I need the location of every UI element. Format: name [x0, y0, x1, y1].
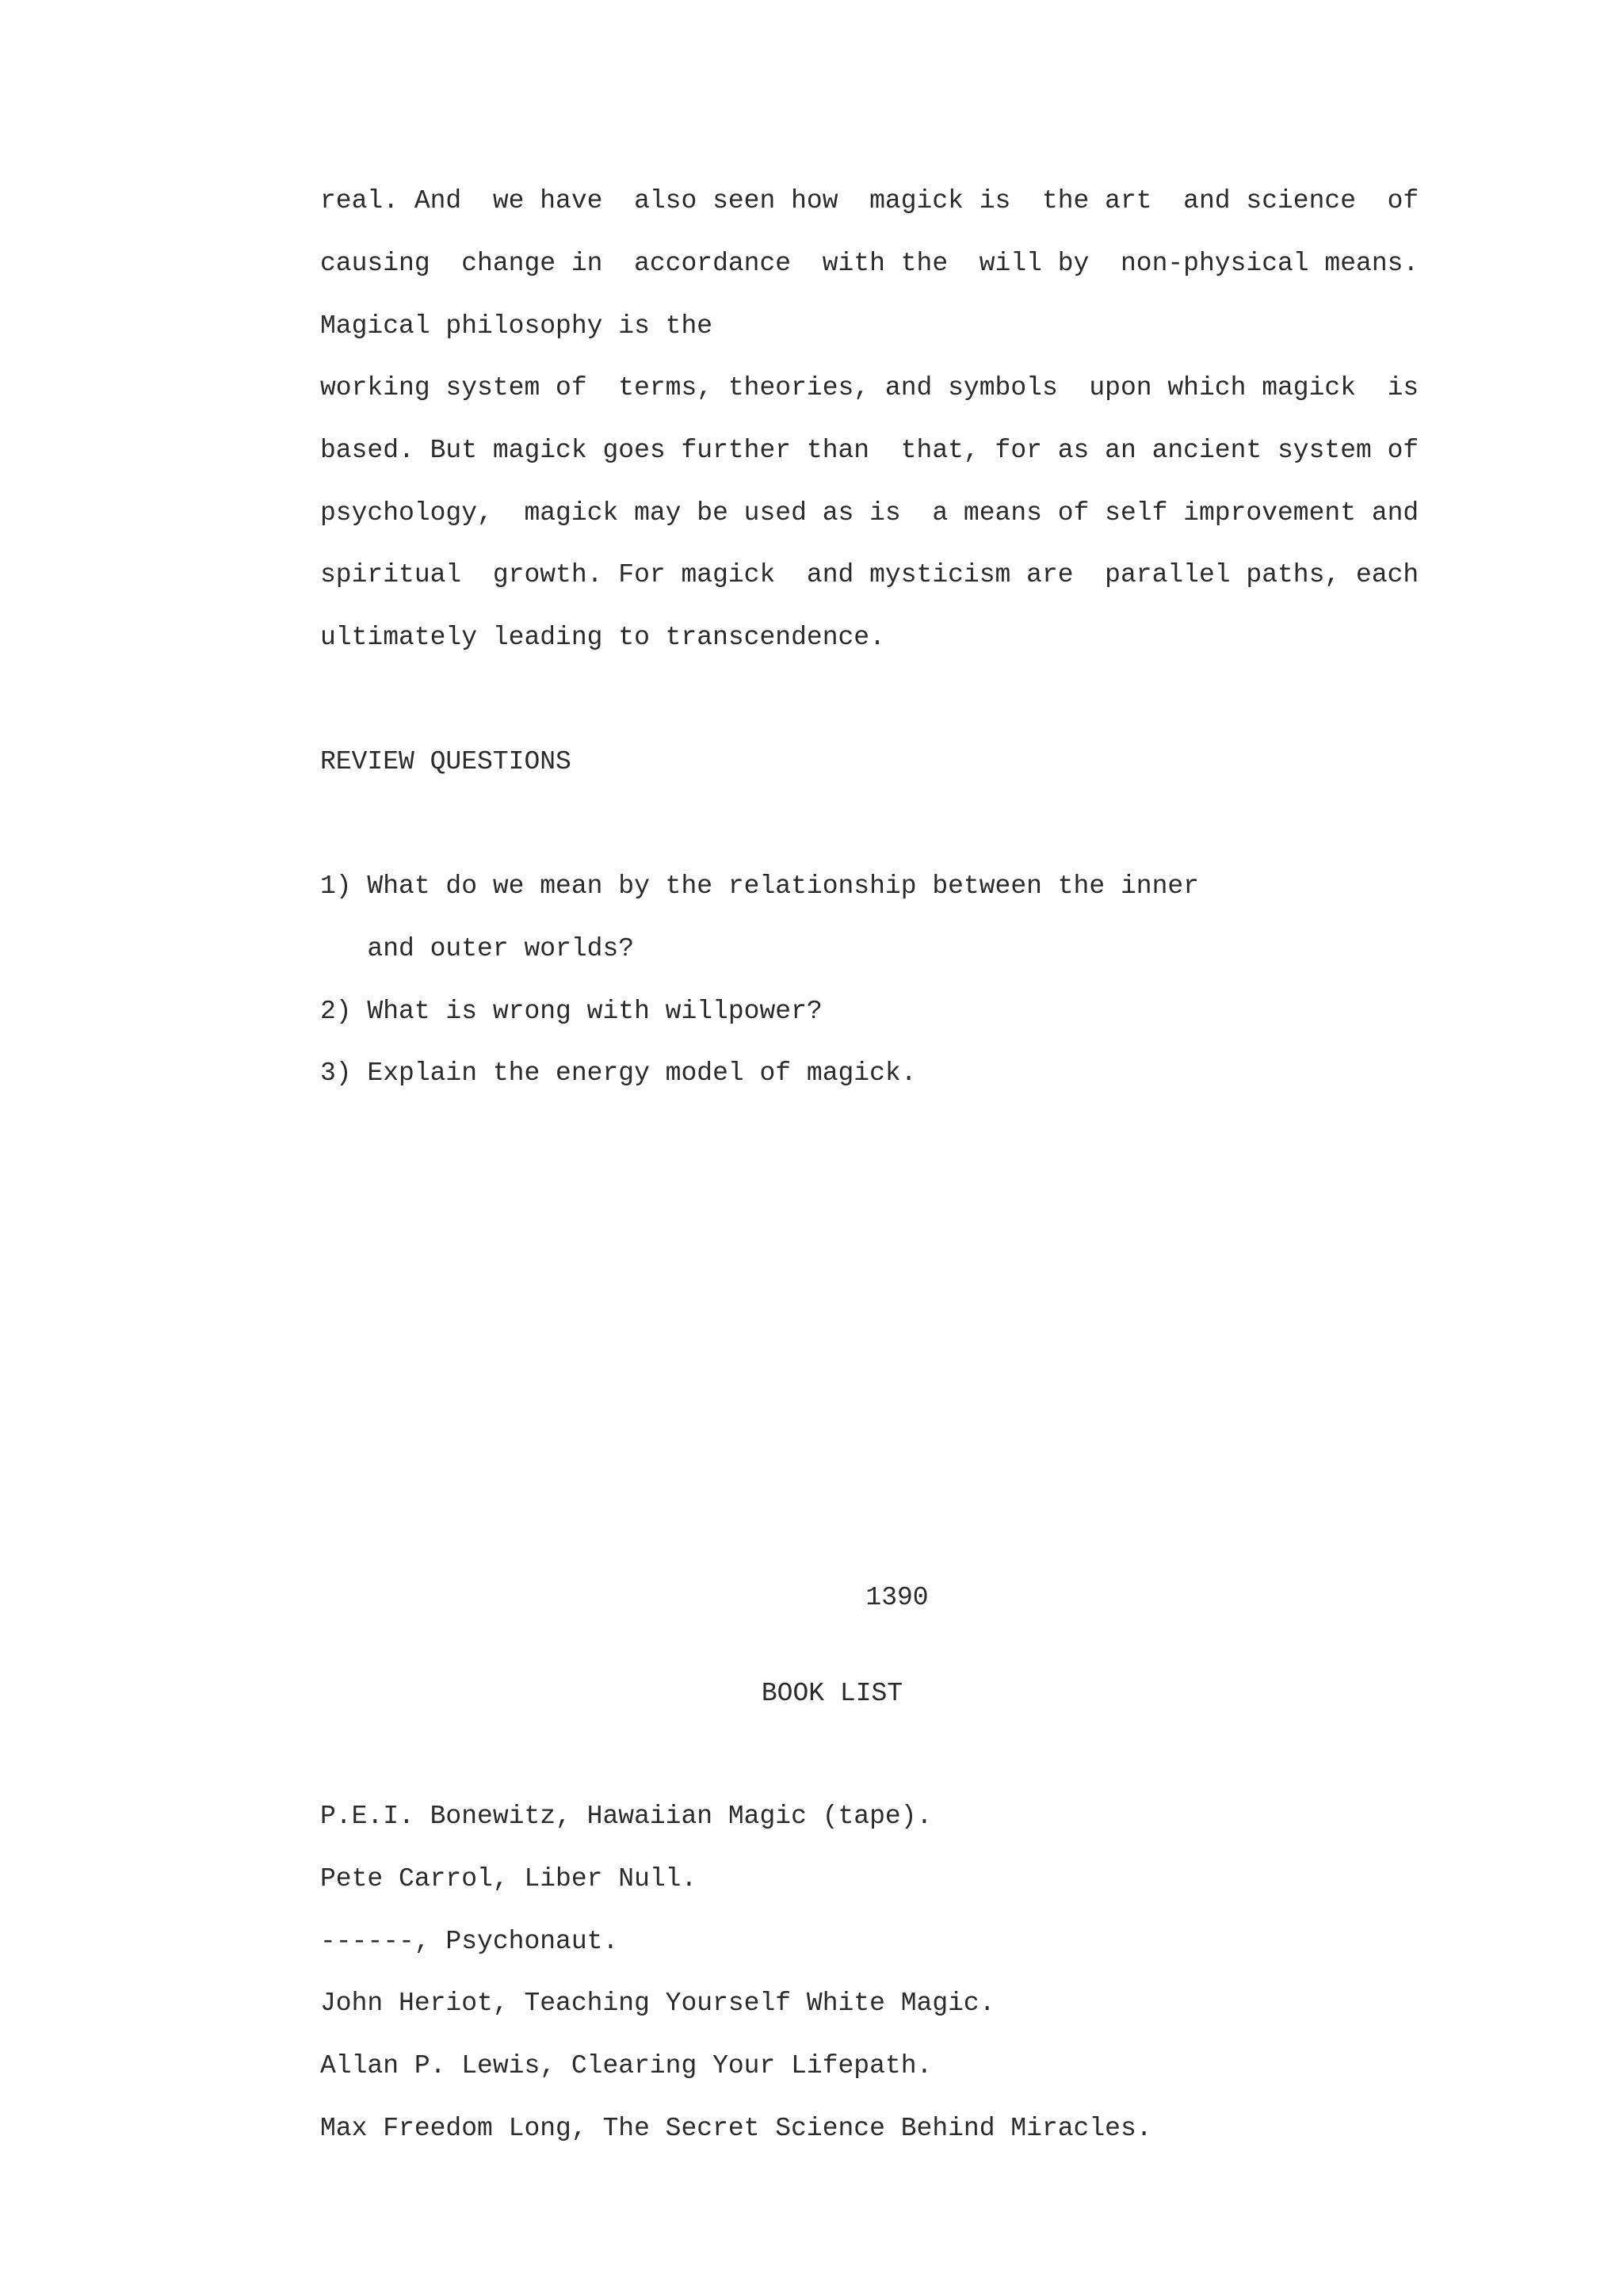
body-line-6: psychology, magick may be used as is a means of self improvement and — [320, 498, 1419, 528]
body-line-5: based. But magick goes further than that, for as an ancient system of — [320, 436, 1419, 465]
book-list-entry: Pete Carrol, Liber Null. — [320, 1864, 697, 1894]
review-question-3: 3) Explain the energy model of magick. — [320, 1058, 917, 1088]
book-list-entry: ------, Psychonaut. — [320, 1927, 619, 1956]
book-list-entry: Max Freedom Long, The Secret Science Behind Miracles. — [320, 2114, 1152, 2143]
body-line-3: Magical philosophy is the — [320, 311, 713, 341]
body-line-8: ultimately leading to transcendence. — [320, 623, 885, 652]
review-question-1-continued: and outer worlds? — [320, 934, 635, 963]
body-line-2: causing change in accordance with the will by non-physical means. — [320, 249, 1419, 278]
book-list-entry: P.E.I. Bonewitz, Hawaiian Magic (tape). — [320, 1802, 933, 1831]
review-question-1: 1) What do we mean by the relationship between the inner — [320, 871, 1199, 901]
book-list-entry: Allan P. Lewis, Clearing Your Lifepath. — [320, 2051, 933, 2081]
review-heading: REVIEW QUESTIONS — [320, 747, 571, 776]
body-line-4: working system of terms, theories, and symbols upon which magick is — [320, 373, 1419, 402]
book-list-entry: John Heriot, Teaching Yourself White Magic. — [320, 1989, 995, 2018]
book-list-heading: BOOK LIST — [761, 1679, 903, 1708]
page-number: 1390 — [865, 1583, 929, 1612]
body-line-7: spiritual growth. For magick and mysticism are parallel paths, each — [320, 560, 1419, 589]
body-line-1: real. And we have also seen how magick is the art and science of — [320, 186, 1419, 215]
review-question-2: 2) What is wrong with willpower? — [320, 997, 823, 1026]
